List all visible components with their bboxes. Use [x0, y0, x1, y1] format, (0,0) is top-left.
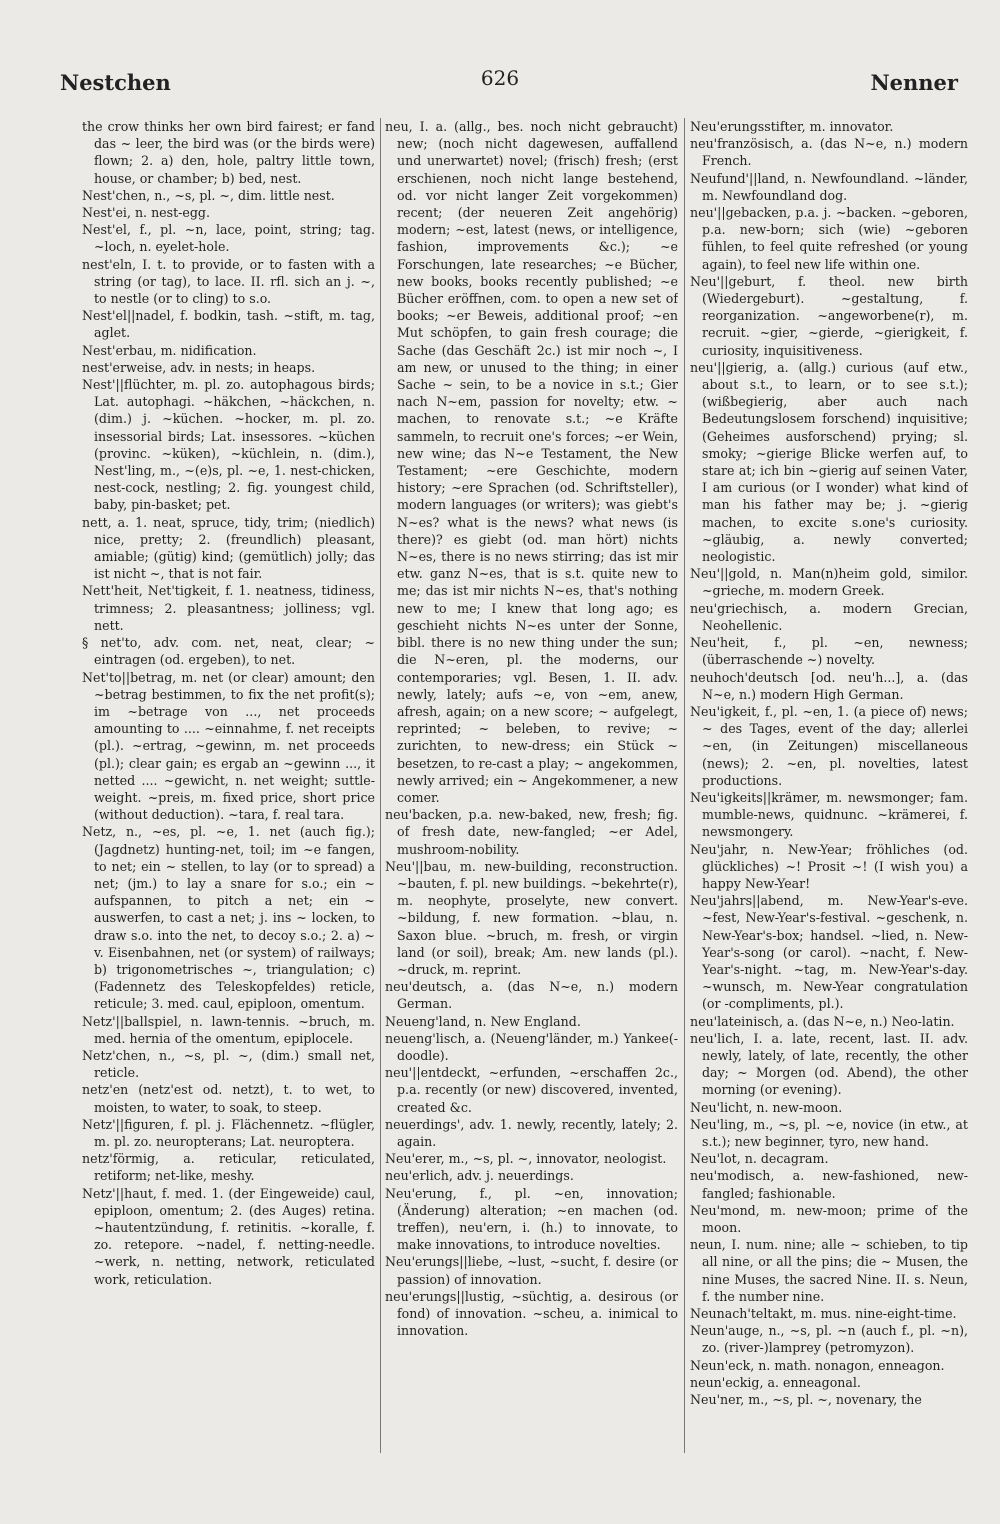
dictionary-entry: Netz'chen, n., ~s, pl. ~, (dim.) small net, reticle.: [82, 1047, 375, 1081]
dictionary-entry: neuhoch'deutsch [od. neu'h...], a. (das N~e, n.) modern High German.: [690, 669, 968, 702]
dictionary-entry: Neu'jahrs||abend, m. New-Year's-eve. ~fest, New-Year's-festival. ~geschenk, n. New-Year's-box; handsel. ~lied, n. New-Year's-song (or carol). ~nacht, f. New-Year's-night. ~tag, m. New-Year's-day. ~wunsch, m. New-Year congratulation (or -compliments, pl.).: [690, 893, 968, 1012]
dictionary-entry: nest'eln, I. t. to provide, or to fasten with a string (or tag), to lace. II. rfl. sich an j. ~, to nestle (or to cling) to s.o.: [82, 256, 375, 307]
dictionary-entry: Neu'jahr, n. New-Year; fröhliches (od. glückliches) ~! Prosit ~! (I wish you) a happy New-Year!: [690, 841, 968, 891]
dictionary-entry: nest'erweise, adv. in nests; in heaps.: [82, 359, 316, 375]
dictionary-entry: Neu'erungs||liebe, ~lust, ~sucht, f. desire (or passion) of innovation.: [385, 1254, 678, 1287]
dictionary-entry: neu'modisch, a. new-fashioned, new-fangled; fashionable.: [690, 1168, 968, 1201]
dictionary-entry: neu'lich, I. a. late, recent, last. II. adv. newly, lately, of late, recently, the other day; ~ Morgen (od. Abend), the other morning (or evening).: [690, 1030, 968, 1098]
column-divider: [380, 118, 381, 1453]
dictionary-entry: Netz, n., ~es, pl. ~e, 1. net (auch fig.); (Jagdnetz) hunting-net, toil; im ~e fangen, to net; ein ~ stellen, to lay (or to spread) a net; (jm.) to lay a snare for s.o.; ein ~ aufspannen, to pitch a net; ein ~ auswerfen, to cast a net; j. ins ~ locken, to draw s.o. into the net, to decoy s.o.; 2. a) ~ v. Eisenbahnen, net (or system) of railways; b) trigonometrisches ~, triangulation; c) (Fadennetz des Teleskopfeldes) reticle, reticule; 3. med. caul, epiploon, omentum.: [82, 824, 375, 1012]
dictionary-entry: Neun'auge, n., ~s, pl. ~n (auch f., pl. ~n), zo. (river-)lamprey (petromyzon).: [690, 1323, 968, 1356]
dictionary-entry: Neueng'land, n. New England.: [385, 1013, 581, 1029]
dictionary-entry: Neu'||bau, m. new-building, reconstruction. ~bauten, f. pl. new buildings. ~bekehrte(r), m. neophyte, proselyte, new convert. ~bildung, f. new formation. ~blau, n. Saxon blue. ~bruch, m. fresh, or virgin land (or soil), break; Am. new lands (pl.). ~druck, m. reprint.: [385, 858, 678, 977]
dictionary-entry: neu'||entdeckt, ~erfunden, ~erschaffen 2c., p.a. recently (or new) discovered, invented, created &c.: [385, 1065, 678, 1115]
dictionary-entry: Neun'eck, n. math. nonagon, enneagon.: [690, 1357, 945, 1373]
dictionary-entry: Neu'||geburt, f. theol. new birth (Wiedergeburt). ~gestaltung, f. reorganization. ~angeworbene(r), m. recruit. ~gier, ~gierde, ~gierigkeit, f. curiosity, inquisitiveness.: [690, 273, 968, 358]
dictionary-entry: neuerdings', adv. 1. newly, recently, lately; 2. again.: [385, 1116, 678, 1149]
dictionary-entry: neu'griechisch, a. modern Grecian, Neohellenic.: [690, 600, 968, 633]
dictionary-entry: neu, I. a. (allg., bes. noch nicht gebraucht) new; (noch nicht dagewesen, auffallend und unerwartet) novel; (frisch) fresh; (erst erschienen, noch nicht lange bestehend, od. vor nicht langer Zeit vorgekommen) recent; (der neueren Zeit angehörig) modern; ~est, latest (news, or intelligence, fashion, improvements &c.); ~e Forschungen, late researches; ~e Bücher, new books, books recently published; ~e Bücher eröffnen, com. to open a new set of books; ~er Beweis, additional proof; ~en Mut schöpfen, to gain fresh courage; die Sache (das Geschäft 2c.) ist mir noch ~, I am new, or unused to the thing; in einer Sache ~ sein, to be a novice in s.t.; Gier nach N~em, passion for novelty; etw. ~ machen, to renovate s.t.; ~e Kräfte sammeln, to recruit one's forces; ~er Wein, new wine; das N~e Testament, the New Testament; ~ere Geschichte, modern history; ~ere Sprachen (od. Schriftsteller), modern languages (or writers); was giebt's N~es? what is the news? what news (is there)? es giebt (od. man hört) nichts N~es, there is no news stirring; das ist mir etw. ganz N~es, that is s.t. quite new to me; das ist mir nichts N~es, that's nothing new to me; I knew that long ago; es geschieht nichts N~es unter der Sonne, bibl. there is no new thing under the sun; die N~eren, pl. the moderns, our contemporaries; vgl. Besen, 1. II. adv. newly, lately; aufs ~e, von ~em, anew, afresh, again; on a new score; ~ aufgelegt, reprinted; ~ beleben, to revive; ~ zurichten, to new-dress; ein Stück ~ besetzen, to re-cast a play; ~ angekommen, newly arrived; ein ~ Angekommener, a new comer.: [385, 119, 678, 805]
dictionary-entry: Nest'chen, n., ~s, pl. ~, dim. little nest.: [82, 187, 335, 203]
dictionary-entry: neu'deutsch, a. (das N~e, n.) modern German.: [385, 979, 678, 1012]
dictionary-entry: Neunach'teltakt, m. mus. nine-eight-time.: [690, 1306, 957, 1322]
running-head-right: Nenner: [870, 70, 958, 95]
dictionary-entry: Netz'||ballspiel, n. lawn-tennis. ~bruch, m. med. hernia of the omentum, epiplocele.: [82, 1013, 375, 1046]
dictionary-entry: neu'||gierig, a. (allg.) curious (auf etw., about s.t., to learn, or to see s.t.); (wißbegierig, aber auch nach Bedeutungslosem forschend) inquisitive; (Geheimes ausforschend) prying; sl. smoky; ~gierige Blicke werfen auf, to stare at; ich bin ~gierig auf seinen Vater, I am curious (or I wonder) what kind of man his father may be; j. ~gierig machen, to excite s.one's curiosity. ~gläubig, a. newly converted; neologistic.: [690, 359, 968, 565]
dictionary-entry: Nest'el||nadel, f. bodkin, tash. ~stift, m. tag, aglet.: [82, 308, 375, 341]
dictionary-entry: Netz'||figuren, f. pl. j. Flächennetz. ~flügler, m. pl. zo. neuropterans; Lat. neuroptera.: [82, 1116, 375, 1149]
dictionary-entry: Net'to||betrag, m. net (or clear) amount; den ~betrag bestimmen, to fix the net profit(s); im ~betrage von ..., net proceeds amounting to .... ~einnahme, f. net receipts (pl.). ~ertrag, ~gewinn, m. net proceeds (pl.); clear gain; es ergab an ~gewinn ..., it netted .... ~gewicht, n. net weight; suttle-weight. ~preis, m. fixed price, short price (without deduction). ~tara, f. real tara.: [82, 669, 375, 823]
dictionary-entry: Neu'ner, m., ~s, pl. ~, novenary, the: [690, 1392, 922, 1408]
dictionary-entry: Neu'lot, n. decagram.: [690, 1151, 829, 1167]
dictionary-entry: Neufund'||land, n. Newfoundland. ~länder, m. Newfoundland dog.: [690, 170, 968, 203]
dictionary-entry: neu'erlich, adv. j. neuerdings.: [385, 1168, 574, 1184]
dictionary-entry: the crow thinks her own bird fairest; er fand das ~ leer, the bird was (or the birds were) flown; 2. a) den, hole, paltry little town, house, or chamber; b) bed, nest.: [82, 119, 375, 186]
dictionary-entry: Nest'ei, n. nest-egg.: [82, 205, 210, 221]
dictionary-entry: Neu'licht, n. new-moon.: [690, 1099, 843, 1115]
column-left: [82, 118, 375, 1508]
dictionary-entry: Neu'||gold, n. Man(n)heim gold, similor. ~grieche, m. modern Greek.: [690, 566, 968, 599]
dictionary-entry: Neu'erer, m., ~s, pl. ~, innovator, neologist.: [385, 1151, 667, 1167]
dictionary-entry: Nest'el, f., pl. ~n, lace, point, string; tag. ~loch, n. eyelet-hole.: [82, 222, 375, 255]
column-middle: [385, 118, 678, 1508]
dictionary-entry: netz'förmig, a. reticular, reticulated, retiform; net-like, meshy.: [82, 1151, 375, 1184]
dictionary-entry: Neu'mond, m. new-moon; prime of the moon.: [690, 1202, 968, 1235]
dictionary-entry: § net'to, adv. com. net, neat, clear; ~ eintragen (od. ergeben), to net.: [82, 635, 375, 668]
dictionary-entry: neu'||gebacken, p.a. j. ~backen. ~geboren, p.a. new-born; sich (wie) ~geboren fühlen, to feel quite refreshed (or young again), to feel new life within one.: [690, 205, 968, 272]
dictionary-entry: Neu'ling, m., ~s, pl. ~e, novice (in etw., at s.t.); new beginner, tyro, new hand.: [690, 1116, 968, 1149]
dictionary-entry: Neu'heit, f., pl. ~en, newness; (überraschende ~) novelty.: [690, 635, 968, 668]
dictionary-entry: neun'eckig, a. enneagonal.: [690, 1374, 861, 1390]
dictionary-entry: nett, a. 1. neat, spruce, tidy, trim; (niedlich) nice, pretty; 2. (freundlich) pleasant, amiable; (gütig) kind; (gemütlich) jolly; das ist nicht ~, that is not fair.: [82, 514, 375, 582]
dictionary-entry: Nest'erbau, m. nidification.: [82, 342, 257, 358]
dictionary-entry: neu'lateinisch, a. (das N~e, n.) Neo-latin.: [690, 1013, 955, 1029]
dictionary-entry: Nest'||flüchter, m. pl. zo. autophagous birds; Lat. autophagi. ~häkchen, ~häckchen, n. (dim.) j. ~küchen. ~hocker, m. pl. zo. insessorial birds; Lat. insessores. ~küchen (provinc. ~küken), ~küchlein, n. (dim.), Nest'ling, m., ~(e)s, pl. ~e, 1. nest-chicken, nest-cock, nestling; 2. fig. youngest child, baby, pin-basket; pet.: [82, 377, 375, 513]
dictionary-entry: Neu'erungsstifter, m. innovator.: [690, 119, 894, 134]
column-divider: [684, 118, 685, 1453]
dictionary-entry: Neu'erung, f., pl. ~en, innovation; (Änderung) alteration; ~en machen (od. treffen), neu'ern, i. (h.) to innovate, to make innovations, to introduce novelties.: [385, 1185, 678, 1253]
column-right: [690, 118, 968, 1508]
dictionary-entry: Netz'||haut, f. med. 1. (der Eingeweide) caul, epiploon, omentum; 2. (des Auges) retina. ~hautentzündung, f. retinitis. ~koralle, f. zo. retepore. ~nadel, f. netting-needle. ~werk, n. netting, network, reticulated work, reticulation.: [82, 1185, 375, 1287]
dictionary-entry: neueng'lisch, a. (Neueng'länder, m.) Yankee(-doodle).: [385, 1030, 678, 1063]
dictionary-entry: neu'backen, p.a. new-baked, new, fresh; fig. of fresh date, new-fangled; ~er Adel, mushroom-nobility.: [385, 807, 678, 857]
dictionary-entry: neun, I. num. nine; alle ~ schieben, to tip all nine, or all the pins; die ~ Musen, the nine Muses, the sacred Nine. II. s. Neun, f. the number nine.: [690, 1237, 968, 1304]
page-number: 626: [480, 66, 520, 90]
dictionary-entry: Neu'igkeit, f., pl. ~en, 1. (a piece of) news; ~ des Tages, event of the day; allerlei ~en, (in Zeitungen) miscellaneous (news); 2. ~en, pl. novelties, latest productions.: [690, 703, 968, 788]
dictionary-entry: netz'en (netz'est od. netzt), t. to wet, to moisten, to water, to soak, to steep.: [82, 1082, 375, 1115]
dictionary-entry: Neu'igkeits||krämer, m. newsmonger; fam. mumble-news, quidnunc. ~krämerei, f. newsmongery.: [690, 789, 968, 840]
dictionary-entry: neu'französisch, a. (das N~e, n.) modern French.: [690, 136, 968, 169]
dictionary-entry: Nett'heit, Net'tigkeit, f. 1. neatness, tidiness, trimness; 2. pleasantness; jolliness; vgl. nett.: [82, 583, 375, 633]
running-head-left: Nestchen: [60, 70, 171, 95]
dictionary-entry: neu'erungs||lustig, ~süchtig, a. desirous (or fond) of innovation. ~scheu, a. inimical to innovation.: [385, 1288, 678, 1339]
